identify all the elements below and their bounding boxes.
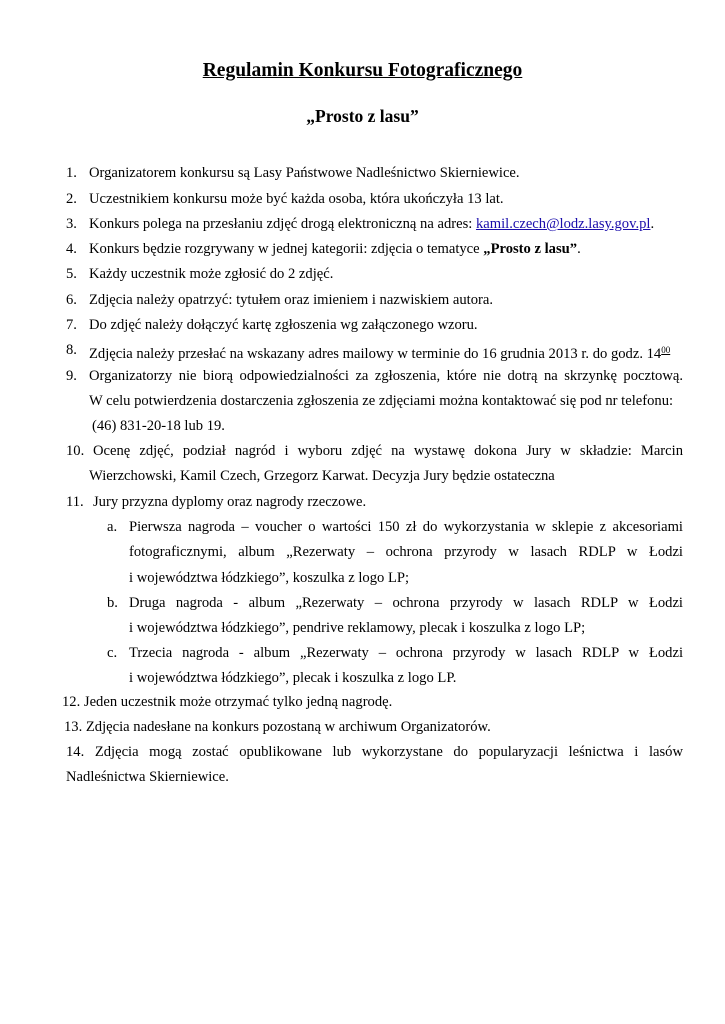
item-text: 12. Jeden uczestnik może otrzymać tylko jedną nagrodę. [62,694,393,710]
item-text-part: Konkurs polega na przesłaniu zdjęć drogą elektroniczną na adres: [89,216,476,232]
email-link[interactable]: kamil.czech@lodz.lasy.gov.pl [475,216,651,232]
time-superscript: 00 [661,345,671,355]
subitem-text-line: Trzecia nagroda - album „Rezerwaty – ochrona przyrody w lasach RDLP w Łodzi [129,645,683,661]
item-text: Organizatorem konkursu są Lasy Państwowe Nadleśnictwo Skierniewice. [89,165,520,181]
item-text [89,214,654,234]
item-number: 1. [66,165,77,181]
category-name: „Prosto z lasu” [483,241,578,257]
subitem-letter: a. [107,519,118,535]
item-number: 7. [66,317,77,333]
item-text: 13. Zdjęcia nadesłane na konkurs pozostaną w archiwum Organizatorów. [64,719,491,735]
item-number: 6. [66,292,77,308]
subitem-letter: b. [107,595,118,611]
item-number: 3. [66,216,77,232]
item-text-line: Ocenę zdjęć, podział nagród i wyboru zdjęć na wystawę dokona Jury w składzie: Marcin [93,443,683,459]
item-number: 11. [66,494,84,510]
item-text-line: Wierzchowski, Kamil Czech, Grzegorz Karwat. Decyzja Jury będzie ostateczna [89,468,555,484]
subitem-text-line: Pierwsza nagroda – voucher o wartości 150 zł do wykorzystania w sklepie z akcesoriami [129,519,683,535]
subitem-text-line: i województwa łódzkiego”, koszulka z logo LP; [129,570,410,586]
item-text-line: Nadleśnictwa Skierniewice. [66,769,229,785]
item-text-part: . [577,241,581,257]
item-number: 8. [66,342,77,358]
item-number: 4. [66,241,77,257]
phone-number: (46) 831-20-18 lub 19. [92,418,225,434]
item-text-part: . [650,216,655,232]
item-text: Do zdjęć należy dołączyć kartę zgłoszenia wg załączonego wzoru. [89,317,478,333]
subitem-text-line: fotograficznymi, album „Rezerwaty – ochrona przyrody w lasach RDLP w Łodzi [129,544,683,560]
item-number: 10. [66,443,85,459]
subitem-letter: c. [107,645,118,661]
item-text: Jury przyzna dyplomy oraz nagrody rzeczowe. [93,494,367,510]
item-text [89,239,581,259]
document-title: Regulamin Konkursu Fotograficznego [202,60,523,81]
item-number: 2. [66,191,77,207]
item-text-line: 14. Zdjęcia mogą zostać opublikowane lub wykorzystane do popularyzacji leśnictwa i lasów [66,744,683,760]
item-text: Każdy uczestnik może zgłosić do 2 zdjęć. [89,266,334,282]
item-text: Uczestnikiem konkursu może być każda osoba, która ukończyła 13 lat. [89,191,504,207]
item-text-part: Konkurs będzie rozgrywany w jednej kategorii: zdjęcia o tematyce [89,241,484,257]
item-number: 9. [66,368,77,384]
item-text-part: Zdjęcia należy przesłać na wskazany adres mailowy w terminie do 16 grudnia 2013 r. do godz. 14 [89,346,662,362]
subitem-text-line: i województwa łódzkiego”, pendrive reklamowy, plecak i koszulka z logo LP; [129,620,586,636]
subitem-text-line: Druga nagroda - album „Rezerwaty – ochrona przyrody w lasach RDLP w Łodzi [129,595,683,611]
subitem-text-line: i województwa łódzkiego”, plecak i koszulka z logo LP. [129,670,457,686]
document-subtitle: „Prosto z lasu” [306,106,419,126]
item-text: Zdjęcia należy opatrzyć: tytułem oraz imieniem i nazwiskiem autora. [89,292,494,308]
item-text-line: W celu potwierdzenia dostarczenia zgłoszenia ze zdjęciami można kontaktować się pod nr telefonu: [89,393,674,409]
item-number: 5. [66,266,77,282]
item-text [89,340,670,364]
item-text-line: Organizatorzy nie biorą odpowiedzialności za zgłoszenia, które nie dotrą na skrzynkę pocztową. [89,368,683,384]
